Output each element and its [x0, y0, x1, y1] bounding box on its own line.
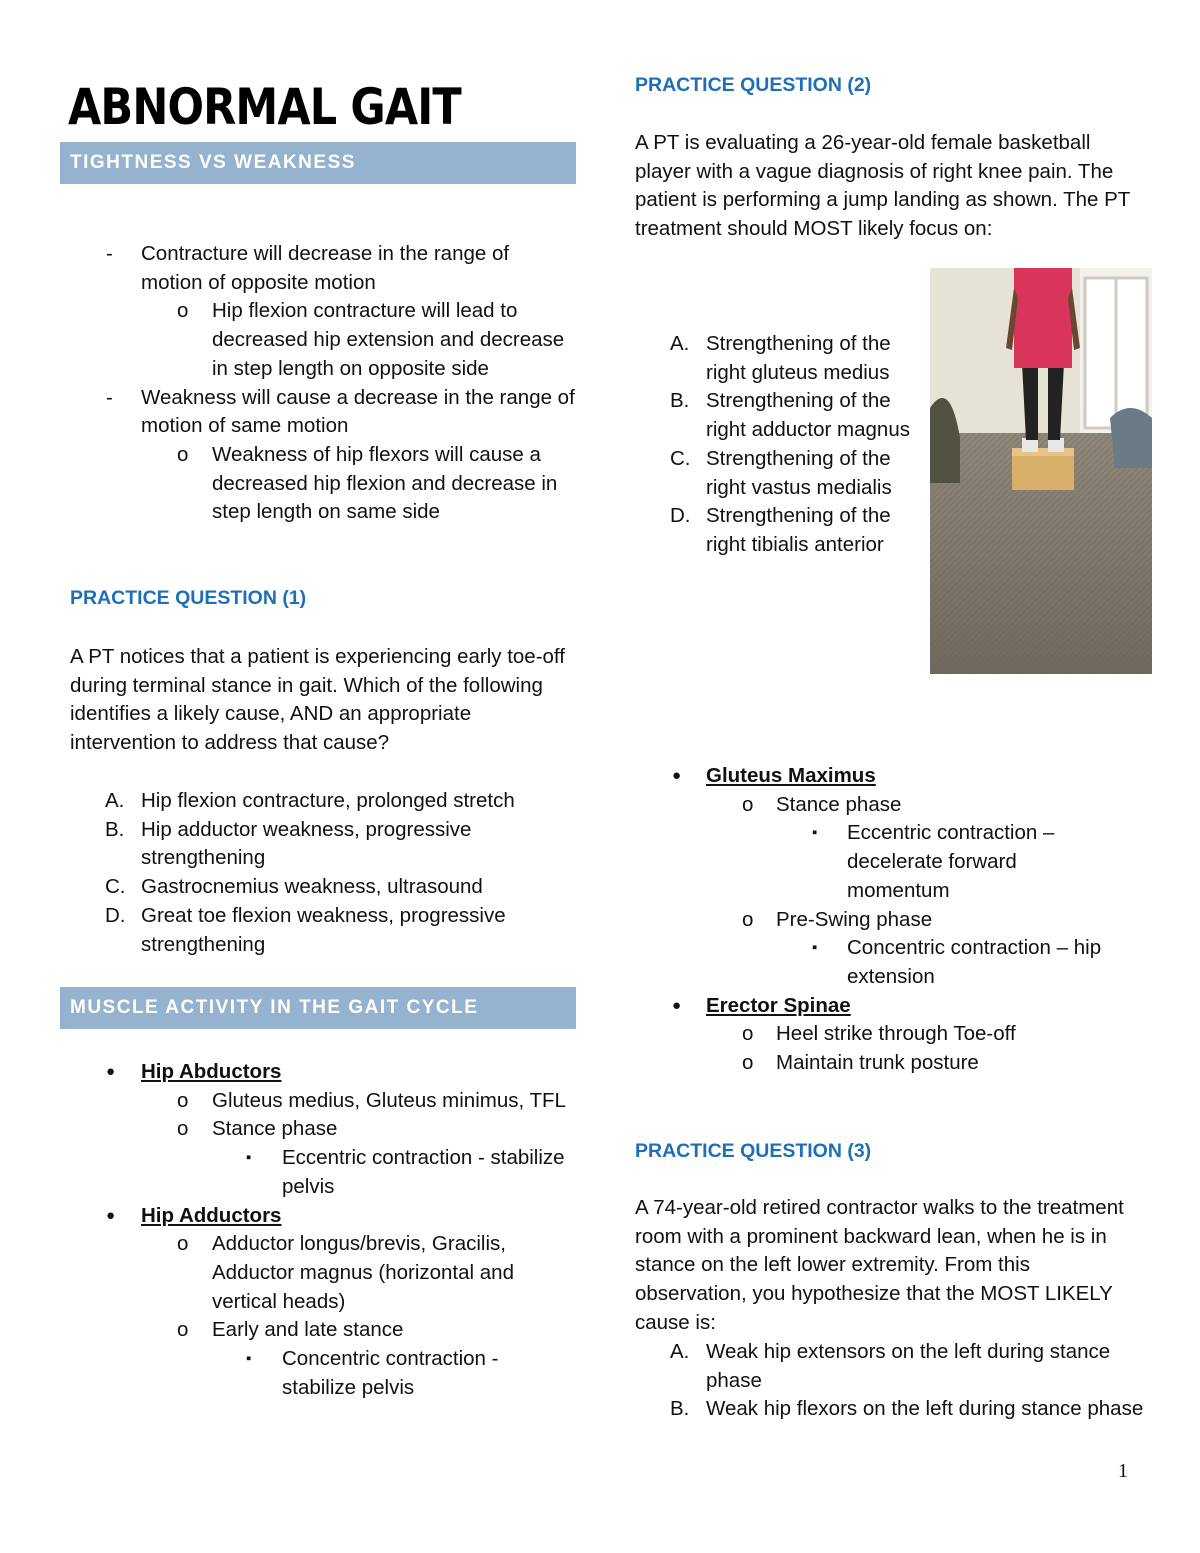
section-heading-muscle-activity: MUSCLE ACTIVITY IN THE GAIT CYCLE	[60, 987, 576, 1029]
list-item: ● Hip Abductors	[106, 1060, 282, 1083]
q2-option-d: D. Strengthening of the right tibialis anterior	[670, 504, 891, 556]
list-item: ▪ Concentric contraction – hip extension	[812, 936, 1102, 988]
list-item: o Stance phase	[742, 792, 902, 816]
page-number: 1	[1118, 1460, 1128, 1482]
list-item: o Adductor longus/brevis, Gracilis, Adductor magnus (horizontal and vertical heads)	[177, 1232, 514, 1313]
q2-option-c: C. Strengthening of the right vastus medialis	[670, 446, 892, 499]
q3-options	[632, 1338, 1152, 1424]
list-item: o Early and late stance	[177, 1318, 404, 1342]
q1-stem: A PT notices that a patient is experiencing early toe-off during terminal stance in gait. Which of the following identifies a likely cause, AND an appropriate intervention to address that cause?	[70, 645, 565, 755]
list-item: - Contracture will decrease in the range of motion of opposite motion	[106, 242, 510, 294]
q2-option-a: A. Strengthening of the right gluteus medius	[670, 332, 891, 384]
list-item: ● Erector Spinae	[672, 993, 851, 1017]
list-item: o Hip flexion contracture will lead to decreased hip extension and decrease in step length on opposite side	[177, 299, 565, 380]
list-item: o Weakness of hip flexors will cause a decreased hip flexion and decrease in step length on same side	[177, 442, 558, 524]
section-heading-tightness: TIGHTNESS VS WEAKNESS	[60, 142, 576, 184]
q2-heading: PRACTICE QUESTION (2)	[635, 74, 872, 96]
q1-option-c: C. Gastrocnemius weakness, ultrasound	[105, 875, 483, 899]
list-item: o Pre-Swing phase	[742, 907, 933, 931]
list-item: o Heel strike through Toe-off	[742, 1022, 1016, 1046]
q1-option-a: A. Hip flexion contracture, prolonged stretch	[105, 789, 515, 812]
page-title: ABNORMAL GAIT	[68, 78, 461, 136]
tightness-list	[60, 240, 576, 527]
list-item: ▪ Concentric contraction - stabilize pelvis	[246, 1347, 499, 1399]
q3-option-b: B. Weak hip flexors on the left during stance phase	[670, 1397, 1144, 1421]
muscle-list-right	[632, 762, 1152, 1078]
list-item: ▪ Eccentric contraction – decelerate forward momentum	[812, 821, 1055, 902]
list-item: o Stance phase	[177, 1117, 338, 1141]
q1-option-b: B. Hip adductor weakness, progressive strengthening	[105, 817, 472, 870]
q1-options	[60, 787, 576, 959]
q2-stem: A PT is evaluating a 26-year-old female basketball player with a vague diagnosis of right knee pain. The patient is performing a jump landing as shown. The PT treatment should MOST likely focus on:	[635, 131, 1130, 241]
list-item: ● Gluteus Maximus	[672, 764, 876, 787]
q1-option-d: D. Great toe flexion weakness, progressive strengthening	[105, 903, 506, 956]
q1-heading: PRACTICE QUESTION (1)	[70, 587, 307, 609]
jump-landing-photo	[930, 268, 1152, 674]
q2-options	[632, 330, 912, 560]
list-item: o Maintain trunk posture	[742, 1051, 979, 1075]
q3-stem: A 74-year-old retired contractor walks to the treatment room with a prominent backward lean, when he is in stance on the left lower extremity. From this observation, you hypothesize that the MOST LIKELY cause is:	[635, 1196, 1124, 1334]
list-item: ● Hip Adductors	[106, 1203, 282, 1227]
q3-option-a: A. Weak hip extensors on the left during stance phase	[670, 1340, 1111, 1392]
q3-heading: PRACTICE QUESTION (3)	[635, 1140, 872, 1162]
list-item: o Gluteus medius, Gluteus minimus, TFL	[177, 1088, 566, 1112]
list-item: - Weakness will cause a decrease in the range of motion of same motion	[106, 385, 575, 438]
list-item: ▪ Eccentric contraction - stabilize pelvis	[246, 1146, 565, 1198]
muscle-list-left	[60, 1058, 576, 1402]
q2-option-b: B. Strengthening of the right adductor magnus	[670, 389, 910, 442]
